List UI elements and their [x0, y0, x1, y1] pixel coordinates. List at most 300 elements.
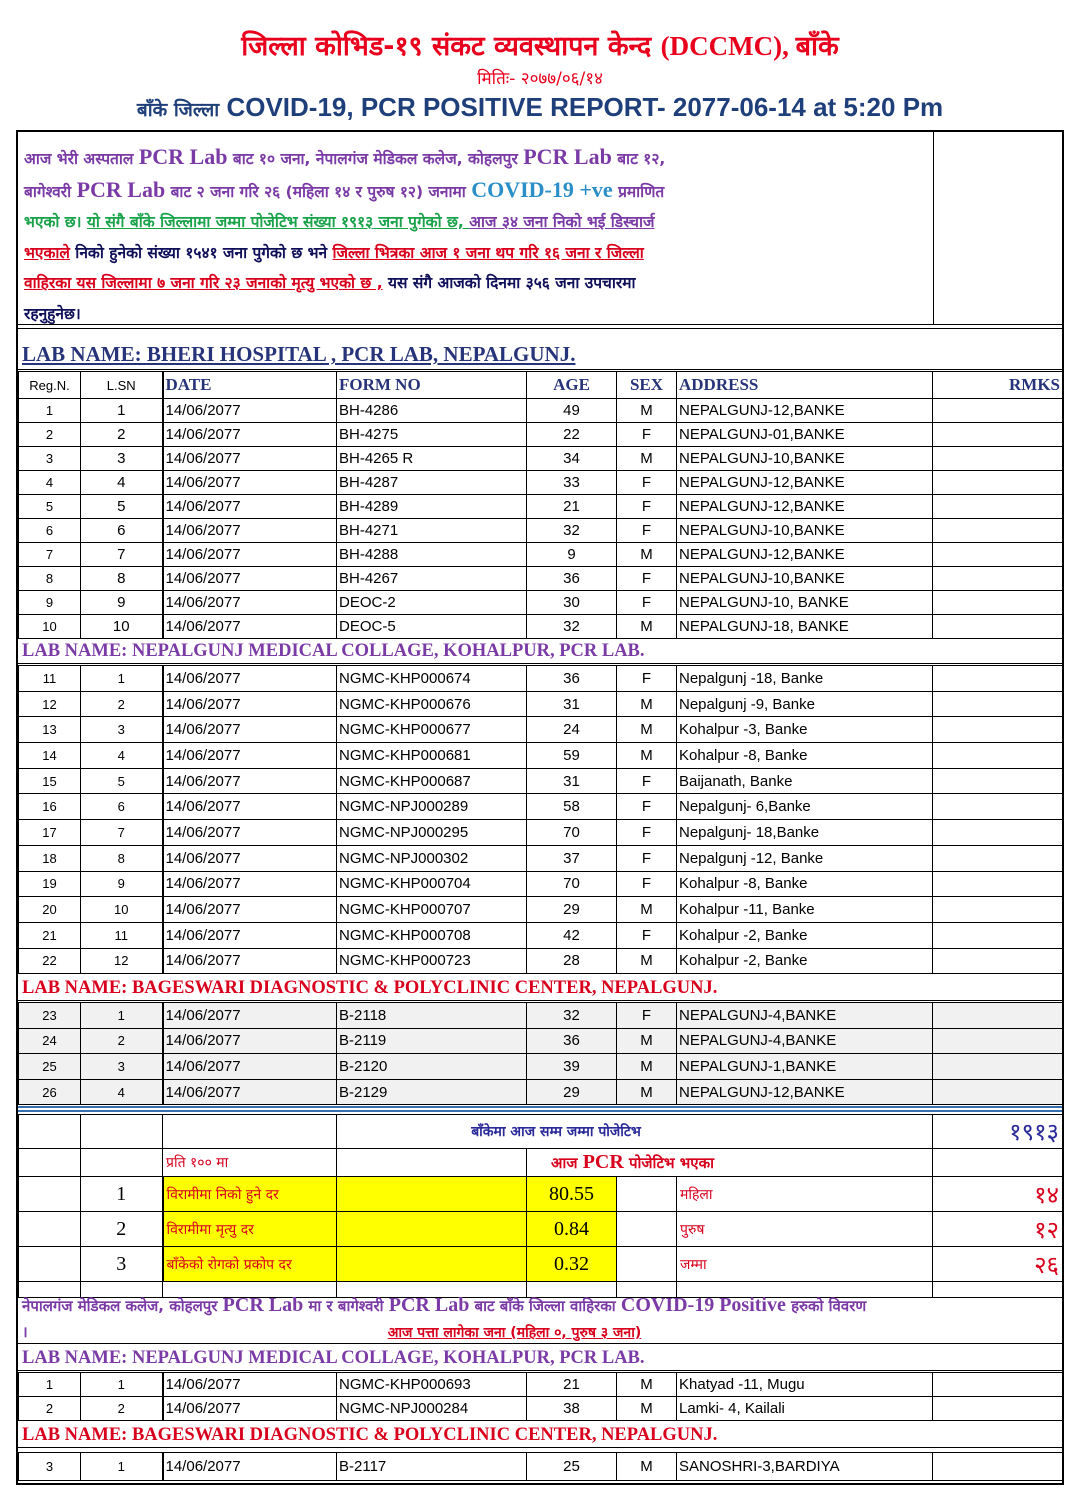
remarks-cell — [933, 1028, 1063, 1054]
form-number-cell: B-2129 — [337, 1079, 527, 1105]
reg-number-cell: 6 — [19, 519, 81, 543]
form-number-cell: B-2119 — [337, 1028, 527, 1054]
rate-index: 2 — [81, 1212, 163, 1247]
reg-number-cell: 1 — [19, 1373, 81, 1397]
reg-number-cell: 24 — [19, 1028, 81, 1054]
form-number-cell: DEOC-2 — [337, 591, 527, 615]
date-cell: 14/06/2077 — [163, 615, 337, 639]
rate-row — [19, 1212, 1063, 1247]
lab-serial-cell: 9 — [81, 871, 163, 897]
table-row — [19, 1079, 1063, 1105]
reg-number-cell: 4 — [19, 471, 81, 495]
date-cell: 14/06/2077 — [163, 1373, 337, 1397]
table-row — [19, 666, 1063, 692]
table-row — [19, 1003, 1063, 1029]
sex-cell: F — [617, 845, 677, 871]
address-cell: Kohalpur -8, Banke — [677, 871, 933, 897]
lab-serial-cell: 4 — [81, 1079, 163, 1105]
address-cell: Khatyad -11, Mugu — [677, 1373, 933, 1397]
date-cell: 14/06/2077 — [163, 1028, 337, 1054]
age-cell: 9 — [527, 543, 617, 567]
sex-cell: M — [617, 399, 677, 423]
bageswari-table — [18, 1002, 1063, 1105]
remarks-cell — [933, 1003, 1063, 1029]
rate-value: 0.84 — [527, 1212, 617, 1247]
gender-label: पुरुष — [677, 1212, 933, 1247]
stats-table — [18, 1114, 1063, 1298]
lab-name-bageswari-outside: LAB NAME: BAGESWARI DIAGNOSTIC & POLYCLINIC CENTER, NEPALGUNJ. — [18, 1420, 1062, 1448]
address-cell: NEPALGUNJ-4,BANKE — [677, 1028, 933, 1054]
table-row — [19, 768, 1063, 794]
reg-number-cell: 7 — [19, 543, 81, 567]
address-cell: NEPALGUNJ-01,BANKE — [677, 423, 933, 447]
outside-count-text: आज पत्ता लागेका जना (महिला ०, पुरुष ३ जना) — [387, 1325, 642, 1341]
address-cell: NEPALGUNJ-12,BANKE — [677, 543, 933, 567]
report-date: मितिः- २०७७/०६/१४ — [477, 69, 603, 89]
sex-cell: F — [617, 922, 677, 948]
address-cell: NEPALGUNJ-10,BANKE — [677, 447, 933, 471]
gender-count: १२ — [933, 1212, 1063, 1247]
remarks-cell — [933, 447, 1063, 471]
rate-label: विरामीमा निको हुने दर — [163, 1177, 337, 1212]
age-cell: 29 — [527, 1079, 617, 1105]
summary-text: यो संगै बाँके जिल्लामा जम्मा पोजेटिभ संख्या १९१३ जना पुगेको छ, — [86, 213, 470, 231]
report-subtitle — [0, 92, 1080, 123]
empty-cell — [933, 1149, 1063, 1177]
table-row — [19, 423, 1063, 447]
remarks-cell — [933, 922, 1063, 948]
summary-text: जिल्ला भित्रका आज १ जना थप गरि १६ जना र जिल्ला — [332, 243, 644, 262]
sex-cell: M — [617, 1397, 677, 1421]
empty-cell — [163, 1115, 337, 1149]
remarks-cell — [933, 794, 1063, 820]
address-cell: Nepalgunj- 18,Banke — [677, 820, 933, 846]
address-cell: Nepalgunj -9, Banke — [677, 691, 933, 717]
table-row — [19, 471, 1063, 495]
reg-number-cell: 11 — [19, 666, 81, 692]
table-row — [19, 794, 1063, 820]
summary-text: आज ३४ जना निको भई डिस्चार्ज — [469, 213, 655, 231]
address-cell: Nepalgunj- 6,Banke — [677, 794, 933, 820]
table-row — [19, 922, 1063, 948]
lab-serial-cell: 12 — [81, 948, 163, 974]
column-header-row — [19, 372, 1063, 399]
form-number-cell: NGMC-KHP000723 — [337, 948, 527, 974]
outside-text: बाट बाँके जिल्ला वाहिरका — [469, 1297, 621, 1315]
remarks-cell — [933, 820, 1063, 846]
age-cell: 36 — [527, 666, 617, 692]
remarks-cell — [933, 399, 1063, 423]
lab-serial-cell: 1 — [81, 1003, 163, 1029]
date-cell: 14/06/2077 — [163, 743, 337, 769]
remarks-cell — [933, 768, 1063, 794]
rate-label: विरामीमा मृत्यु दर — [163, 1212, 337, 1247]
age-cell: 58 — [527, 794, 617, 820]
form-number-cell: NGMC-KHP000708 — [337, 922, 527, 948]
reg-number-cell: 21 — [19, 922, 81, 948]
summary-text: यस संगै आजको दिनमा ३५६ जना उपचारमा — [382, 274, 636, 292]
sex-cell: M — [617, 1054, 677, 1080]
ngmc-table — [18, 665, 1063, 974]
outside-district-heading — [18, 1292, 1062, 1344]
remarks-cell — [933, 1054, 1063, 1080]
date-cell: 14/06/2077 — [163, 399, 337, 423]
total-positive-value: १९१३ — [933, 1115, 1063, 1149]
remarks-cell — [933, 615, 1063, 639]
remarks-cell — [933, 543, 1063, 567]
table-row — [19, 591, 1063, 615]
remarks-cell — [933, 948, 1063, 974]
table-row — [19, 495, 1063, 519]
address-cell: NEPALGUNJ-4,BANKE — [677, 1003, 933, 1029]
lab-serial-cell: 2 — [81, 1028, 163, 1054]
reg-number-cell: 13 — [19, 717, 81, 743]
summary-text: PCR Lab — [76, 176, 166, 202]
date-cell: 14/06/2077 — [163, 794, 337, 820]
lab-serial-cell: 10 — [81, 897, 163, 923]
date-cell: 14/06/2077 — [163, 691, 337, 717]
address-cell: Nepalgunj -12, Banke — [677, 845, 933, 871]
reg-number-cell: 1 — [19, 399, 81, 423]
sex-cell: F — [617, 820, 677, 846]
sex-cell: M — [617, 691, 677, 717]
lab-serial-cell: 1 — [81, 1453, 163, 1481]
reg-number-cell: 26 — [19, 1079, 81, 1105]
gender-count: २६ — [933, 1247, 1063, 1282]
form-number-cell: B-2117 — [337, 1453, 527, 1481]
age-cell: 31 — [527, 691, 617, 717]
form-number-cell: NGMC-NPJ000302 — [337, 845, 527, 871]
date-cell: 14/06/2077 — [163, 567, 337, 591]
sex-cell: F — [617, 794, 677, 820]
address-cell: SANOSHRI-3,BARDIYA — [677, 1453, 933, 1481]
age-cell: 32 — [527, 519, 617, 543]
reg-number-cell: 23 — [19, 1003, 81, 1029]
yellow-cell — [337, 1177, 527, 1212]
summary-text: भएकाले — [24, 243, 70, 262]
rate-value: 0.32 — [527, 1247, 617, 1282]
summary-text: बागेश्वरी — [24, 182, 77, 201]
age-cell: 30 — [527, 591, 617, 615]
form-number-cell: NGMC-KHP000676 — [337, 691, 527, 717]
sex-cell: M — [617, 615, 677, 639]
remarks-cell — [933, 519, 1063, 543]
address-cell: NEPALGUNJ-10,BANKE — [677, 567, 933, 591]
age-cell: 22 — [527, 423, 617, 447]
lab-serial-cell: 5 — [81, 768, 163, 794]
form-number-cell: BH-4267 — [337, 567, 527, 591]
lab-name-ngmc: LAB NAME: NEPALGUNJ MEDICAL COLLAGE, KOHALPUR, PCR LAB. — [18, 638, 1062, 664]
table-row — [19, 1373, 1063, 1397]
empty-cell — [337, 1149, 527, 1177]
address-cell: NEPALGUNJ-10, BANKE — [677, 591, 933, 615]
today-pcr-text: PCR — [582, 1151, 624, 1173]
date-cell: 14/06/2077 — [163, 1397, 337, 1421]
age-cell: 21 — [527, 1373, 617, 1397]
col-header-form: FORM NO — [337, 372, 527, 399]
table-row — [19, 691, 1063, 717]
outside-text: मा र बागेश्वरी — [303, 1297, 389, 1315]
lab-serial-cell: 3 — [81, 447, 163, 471]
table-row — [19, 948, 1063, 974]
rate-row — [19, 1247, 1063, 1282]
summary-paragraph — [18, 132, 934, 324]
lab-name-ngmc-outside: LAB NAME: NEPALGUNJ MEDICAL COLLAGE, KOHALPUR, PCR LAB. — [18, 1346, 1062, 1371]
age-cell: 31 — [527, 768, 617, 794]
remarks-cell — [933, 591, 1063, 615]
sex-cell: F — [617, 1003, 677, 1029]
remarks-cell — [933, 495, 1063, 519]
sex-cell: F — [617, 423, 677, 447]
age-cell: 59 — [527, 743, 617, 769]
lab-serial-cell: 2 — [81, 1397, 163, 1421]
date-cell: 14/06/2077 — [163, 845, 337, 871]
address-cell: NEPALGUNJ-10,BANKE — [677, 519, 933, 543]
date-cell: 14/06/2077 — [163, 768, 337, 794]
empty-cell — [19, 1212, 81, 1247]
date-cell: 14/06/2077 — [163, 897, 337, 923]
reg-number-cell: 22 — [19, 948, 81, 974]
reg-number-cell: 9 — [19, 591, 81, 615]
remarks-cell — [933, 1453, 1063, 1481]
lab-serial-cell: 8 — [81, 567, 163, 591]
date-cell: 14/06/2077 — [163, 1079, 337, 1105]
remarks-cell — [933, 897, 1063, 923]
remarks-cell — [933, 845, 1063, 871]
report-prefix: बाँके जिल्ला — [136, 99, 220, 121]
age-cell: 36 — [527, 567, 617, 591]
reg-number-cell: 16 — [19, 794, 81, 820]
form-number-cell: NGMC-NPJ000289 — [337, 794, 527, 820]
form-number-cell: NGMC-KHP000681 — [337, 743, 527, 769]
total-positive-label: बाँकेमा आज सम्म जम्मा पोजेटिभ — [337, 1115, 933, 1149]
reg-number-cell: 2 — [19, 1397, 81, 1421]
form-number-cell: BH-4265 R — [337, 447, 527, 471]
address-cell: NEPALGUNJ-18, BANKE — [677, 615, 933, 639]
lab-serial-cell: 6 — [81, 794, 163, 820]
date-cell: 14/06/2077 — [163, 871, 337, 897]
address-cell: Kohalpur -8, Banke — [677, 743, 933, 769]
form-number-cell: NGMC-KHP000693 — [337, 1373, 527, 1397]
empty-cell — [617, 1212, 677, 1247]
remarks-cell — [933, 871, 1063, 897]
address-cell: NEPALGUNJ-12,BANKE — [677, 471, 933, 495]
reg-number-cell: 25 — [19, 1054, 81, 1080]
lab-serial-cell: 3 — [81, 1054, 163, 1080]
lab-serial-cell: 1 — [81, 1373, 163, 1397]
date-cell: 14/06/2077 — [163, 495, 337, 519]
remarks-cell — [933, 717, 1063, 743]
date-cell: 14/06/2077 — [163, 666, 337, 692]
form-number-cell: BH-4275 — [337, 423, 527, 447]
empty-cell — [19, 1247, 81, 1282]
gender-label: महिला — [677, 1177, 933, 1212]
form-number-cell: NGMC-KHP000674 — [337, 666, 527, 692]
reg-number-cell: 20 — [19, 897, 81, 923]
reg-number-cell: 3 — [19, 1453, 81, 1481]
age-cell: 42 — [527, 922, 617, 948]
yellow-cell — [337, 1212, 527, 1247]
table-row — [19, 1028, 1063, 1054]
col-header-date: DATE — [163, 372, 337, 399]
address-cell: Lamki- 4, Kailali — [677, 1397, 933, 1421]
lab-serial-cell: 9 — [81, 591, 163, 615]
col-header-sex: SEX — [617, 372, 677, 399]
age-cell: 37 — [527, 845, 617, 871]
form-number-cell: BH-4289 — [337, 495, 527, 519]
outside-ngmc-table — [18, 1372, 1063, 1421]
reg-number-cell: 5 — [19, 495, 81, 519]
remarks-cell — [933, 691, 1063, 717]
sex-cell: M — [617, 717, 677, 743]
age-cell: 25 — [527, 1453, 617, 1481]
lab-serial-cell: 11 — [81, 922, 163, 948]
lab-serial-cell: 1 — [81, 399, 163, 423]
date-cell: 14/06/2077 — [163, 820, 337, 846]
date-cell: 14/06/2077 — [163, 423, 337, 447]
reg-number-cell: 14 — [19, 743, 81, 769]
date-cell: 14/06/2077 — [163, 717, 337, 743]
outside-text: PCR Lab — [222, 1294, 304, 1316]
outside-text: नेपालगंज मेडिकल कलेज, कोहलपुर — [22, 1297, 223, 1315]
empty-cell — [617, 1177, 677, 1212]
report-title: COVID-19, PCR POSITIVE REPORT- 2077-06-14 at 5:20 Pm — [226, 92, 944, 122]
lab-serial-cell: 6 — [81, 519, 163, 543]
age-cell: 39 — [527, 1054, 617, 1080]
outside-text: PCR Lab — [388, 1294, 470, 1316]
form-number-cell: NGMC-KHP000707 — [337, 897, 527, 923]
lab-name-bageswari: LAB NAME: BAGESWARI DIAGNOSTIC & POLYCLINIC CENTER, NEPALGUNJ. — [18, 975, 1062, 1001]
sex-cell: M — [617, 1373, 677, 1397]
sex-cell: M — [617, 1028, 677, 1054]
sex-cell: F — [617, 871, 677, 897]
gender-label: जम्मा — [677, 1247, 933, 1282]
sex-cell: M — [617, 897, 677, 923]
summary-text: बाट २ जना गरि २६ (महिला १४ र पुरुष १२) जनामा — [165, 182, 472, 201]
col-header-reg: Reg.N. — [19, 372, 81, 399]
table-row — [19, 567, 1063, 591]
table-row — [19, 615, 1063, 639]
date-cell: 14/06/2077 — [163, 447, 337, 471]
sex-cell: F — [617, 666, 677, 692]
lab-serial-cell: 3 — [81, 717, 163, 743]
table-row — [19, 871, 1063, 897]
summary-text: आज भेरी अस्पताल — [24, 150, 139, 168]
rate-index: 3 — [81, 1247, 163, 1282]
summary-text: वाहिरका यस जिल्लामा ७ जना गरि २३ जनाको मृत्यु भएको छ , — [24, 274, 383, 292]
reg-number-cell: 18 — [19, 845, 81, 871]
remarks-cell — [933, 471, 1063, 495]
col-header-lsn: L.SN — [81, 372, 163, 399]
table-row — [19, 1453, 1063, 1481]
title-devanagari: जिल्ला कोभिड-१९ संकट व्यवस्थापन केन्द — [241, 31, 652, 62]
lab-serial-cell: 7 — [81, 820, 163, 846]
sex-cell: F — [617, 591, 677, 615]
form-number-cell: BH-4271 — [337, 519, 527, 543]
outside-text: हरुको विवरण — [785, 1297, 867, 1315]
table-row — [19, 820, 1063, 846]
age-cell: 70 — [527, 871, 617, 897]
remarks-cell — [933, 567, 1063, 591]
sex-cell: M — [617, 1079, 677, 1105]
address-cell: NEPALGUNJ-12,BANKE — [677, 1079, 933, 1105]
empty-cell — [19, 1177, 81, 1212]
empty-cell — [81, 1149, 163, 1177]
address-cell: Kohalpur -2, Banke — [677, 922, 933, 948]
summary-text: निको हुनेको संख्या १५४१ जना पुगेको छ भने — [69, 243, 333, 262]
lab-serial-cell: 4 — [81, 471, 163, 495]
address-cell: NEPALGUNJ-12,BANKE — [677, 495, 933, 519]
empty-cell — [617, 1247, 677, 1282]
table-row — [19, 1397, 1063, 1421]
col-header-address: ADDRESS — [677, 372, 933, 399]
rate-value: 80.55 — [527, 1177, 617, 1212]
remarks-cell — [933, 1079, 1063, 1105]
reg-number-cell: 15 — [19, 768, 81, 794]
date-cell: 14/06/2077 — [163, 591, 337, 615]
lab-serial-cell: 4 — [81, 743, 163, 769]
remarks-cell — [933, 1397, 1063, 1421]
address-cell: Baijanath, Banke — [677, 768, 933, 794]
age-cell: 32 — [527, 615, 617, 639]
age-cell: 70 — [527, 820, 617, 846]
lab-serial-cell: 1 — [81, 666, 163, 692]
date-cell: 14/06/2077 — [163, 1003, 337, 1029]
age-cell: 29 — [527, 897, 617, 923]
table-row — [19, 447, 1063, 471]
age-cell: 32 — [527, 1003, 617, 1029]
form-number-cell: NGMC-NPJ000284 — [337, 1397, 527, 1421]
address-cell: Nepalgunj -18, Banke — [677, 666, 933, 692]
date-cell: 14/06/2077 — [163, 1453, 337, 1481]
sex-cell: F — [617, 519, 677, 543]
table-row — [19, 743, 1063, 769]
lab-serial-cell: 10 — [81, 615, 163, 639]
table-row — [19, 897, 1063, 923]
divider — [18, 1106, 1062, 1112]
summary-text: प्रमाणित — [612, 182, 665, 201]
table-row — [19, 1054, 1063, 1080]
summary-text: बाट १२, — [611, 150, 666, 168]
reg-number-cell: 12 — [19, 691, 81, 717]
table-row — [19, 845, 1063, 871]
age-cell: 21 — [527, 495, 617, 519]
sex-cell: M — [617, 743, 677, 769]
sex-cell: F — [617, 768, 677, 794]
summary-text: बाट १० जना, नेपालगंज मेडिकल कलेज, कोहलपुर — [227, 150, 524, 168]
sex-cell: M — [617, 948, 677, 974]
rate-index: 1 — [81, 1177, 163, 1212]
sex-cell: F — [617, 471, 677, 495]
reg-number-cell: 19 — [19, 871, 81, 897]
sex-cell: M — [617, 447, 677, 471]
summary-text: PCR Lab — [523, 144, 612, 169]
summary-text: भएको छ। — [24, 213, 87, 231]
lab-serial-cell: 8 — [81, 845, 163, 871]
empty-cell — [81, 1115, 163, 1149]
rate-label: बाँकेको रोगको प्रकोप दर — [163, 1247, 337, 1282]
remarks-cell — [933, 666, 1063, 692]
form-number-cell: B-2118 — [337, 1003, 527, 1029]
summary-text: PCR Lab — [138, 144, 228, 169]
age-cell: 24 — [527, 717, 617, 743]
age-cell: 38 — [527, 1397, 617, 1421]
form-number-cell: B-2120 — [337, 1054, 527, 1080]
age-cell: 28 — [527, 948, 617, 974]
sex-cell: F — [617, 495, 677, 519]
gender-count: १४ — [933, 1177, 1063, 1212]
lab-serial-cell: 2 — [81, 691, 163, 717]
